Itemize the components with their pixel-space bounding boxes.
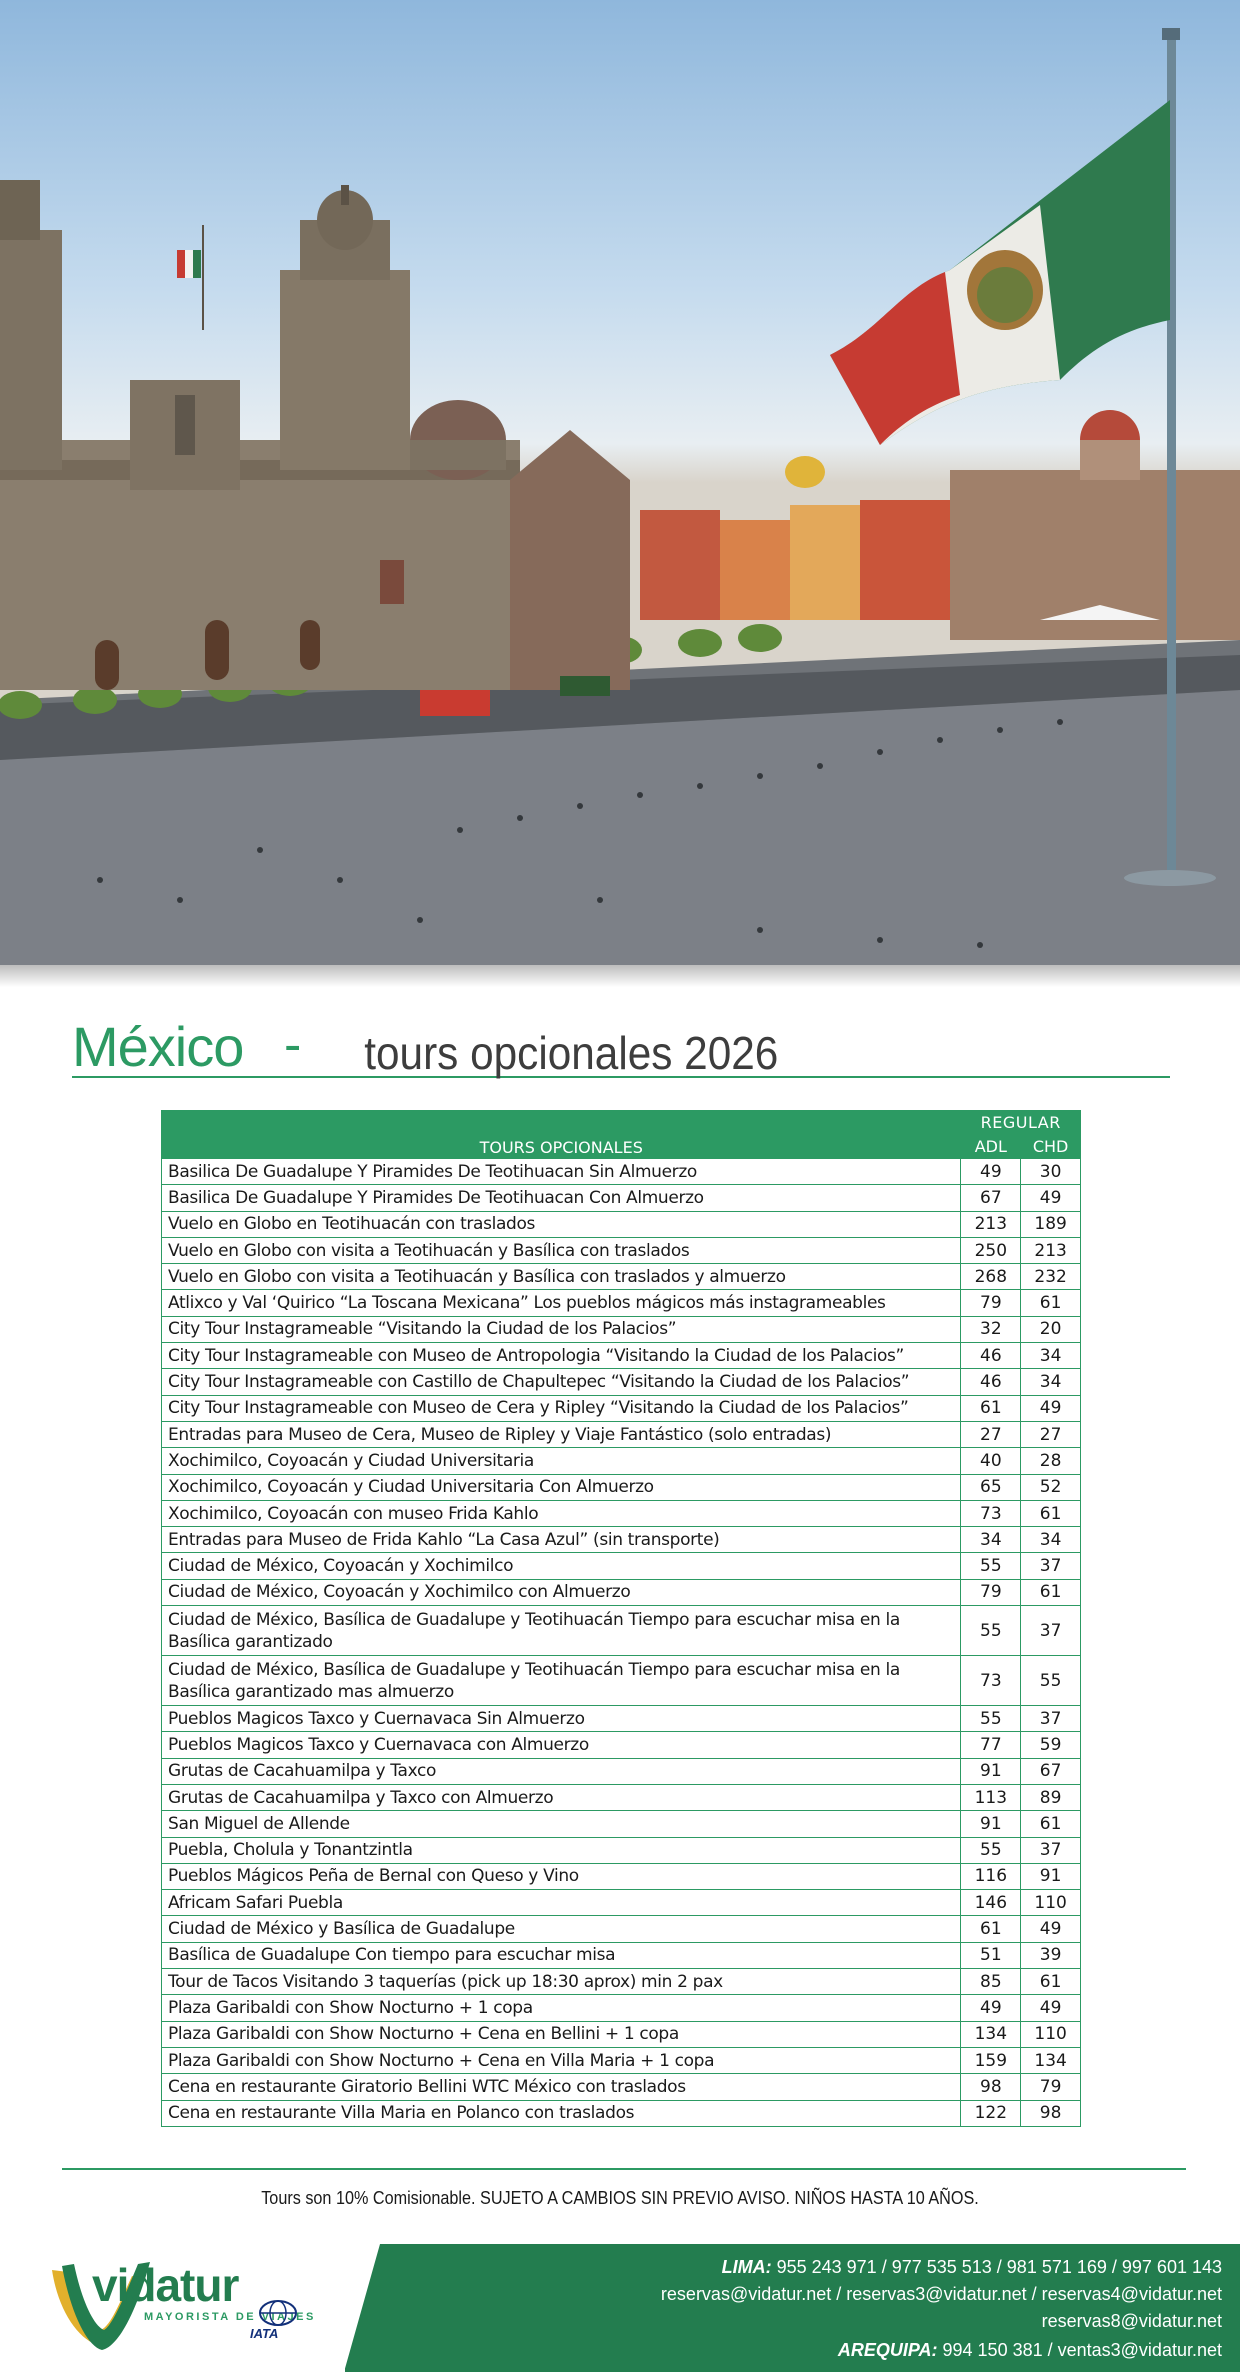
- price-adl: 49: [961, 1159, 1021, 1185]
- header-adl: ADL: [961, 1135, 1021, 1159]
- table-row: [162, 1732, 1081, 1758]
- price-adl: 55: [961, 1553, 1021, 1579]
- table-row: [162, 1474, 1081, 1500]
- tour-name: Basilica De Guadalupe Y Piramides De Teotihuacan Sin Almuerzo: [162, 1159, 961, 1185]
- price-chd: 37: [1021, 1837, 1081, 1863]
- price-adl: 213: [961, 1211, 1021, 1237]
- table-row: [162, 1784, 1081, 1810]
- logo-tagline: MAYORISTA DE VIAJES: [144, 2311, 316, 2323]
- price-chd: 189: [1021, 1211, 1081, 1237]
- price-chd: 28: [1021, 1448, 1081, 1474]
- footer-note: Tours son 10% Comisionable. SUJETO A CAMBIOS SIN PREVIO AVISO. NIÑOS HASTA 10 AÑOS.: [261, 2188, 979, 2208]
- header-tours: TOURS OPCIONALES: [162, 1111, 961, 1159]
- table-row: [162, 1706, 1081, 1732]
- price-chd: 30: [1021, 1159, 1081, 1185]
- table-row: [162, 1811, 1081, 1837]
- tour-name: Ciudad de México, Basílica de Guadalupe y Teotihuacán Tiempo para escuchar misa en la Basílica garantizado mas almuerzo: [162, 1656, 961, 1706]
- price-adl: 85: [961, 1969, 1021, 1995]
- table-row: [162, 1264, 1081, 1290]
- header-regular: REGULAR: [961, 1111, 1081, 1135]
- price-adl: 122: [961, 2100, 1021, 2126]
- price-adl: 159: [961, 2047, 1021, 2073]
- tour-name: Xochimilco, Coyoacán y Ciudad Universitaria: [162, 1448, 961, 1474]
- price-adl: 79: [961, 1290, 1021, 1316]
- price-adl: 268: [961, 1264, 1021, 1290]
- price-adl: 116: [961, 1863, 1021, 1889]
- tour-name: Plaza Garibaldi con Show Nocturno + Cena en Villa Maria + 1 copa: [162, 2047, 961, 2073]
- price-adl: 32: [961, 1316, 1021, 1342]
- table-row: [162, 1421, 1081, 1447]
- price-chd: 27: [1021, 1421, 1081, 1447]
- tour-name: Ciudad de México, Basílica de Guadalupe y Teotihuacán Tiempo para escuchar misa en la Basílica garantizado: [162, 1606, 961, 1656]
- tour-name: Grutas de Cacahuamilpa y Taxco con Almuerzo: [162, 1784, 961, 1810]
- price-adl: 55: [961, 1606, 1021, 1656]
- price-adl: 46: [961, 1369, 1021, 1395]
- price-chd: 110: [1021, 1890, 1081, 1916]
- hero-illustration: [0, 0, 1240, 965]
- iata-globe-icon: [258, 2300, 298, 2326]
- table-row: [162, 1159, 1081, 1185]
- price-chd: 39: [1021, 1942, 1081, 1968]
- table-row: [162, 1448, 1081, 1474]
- price-chd: 37: [1021, 1606, 1081, 1656]
- table-row: [162, 2047, 1081, 2073]
- table-row: [162, 1863, 1081, 1889]
- price-chd: 37: [1021, 1553, 1081, 1579]
- title-subtitle-text: tours opcionales 2026: [364, 1027, 779, 1079]
- contact-arequipa: [838, 2340, 1222, 2361]
- logo-wordmark: vidatur: [92, 2259, 239, 2311]
- price-adl: 40: [961, 1448, 1021, 1474]
- table-row: [162, 1656, 1081, 1706]
- tour-name: Cena en restaurante Villa Maria en Polanco con traslados: [162, 2100, 961, 2126]
- price-chd: 59: [1021, 1732, 1081, 1758]
- price-adl: 134: [961, 2021, 1021, 2047]
- lima-label: LIMA:: [721, 2257, 772, 2277]
- price-adl: 91: [961, 1811, 1021, 1837]
- contact-emails-1: reservas@vidatur.net / reservas3@vidatur.net / reservas4@vidatur.net: [660, 2284, 1222, 2304]
- tour-name: Pueblos Mágicos Peña de Bernal con Queso y Vino: [162, 1863, 961, 1889]
- contact-band-cut: [344, 2244, 380, 2372]
- price-adl: 79: [961, 1579, 1021, 1605]
- table-row: [162, 2021, 1081, 2047]
- tours-table: [161, 1110, 1081, 2127]
- price-chd: 34: [1021, 1369, 1081, 1395]
- iata-label: IATA: [250, 2326, 279, 2341]
- contact-emails-2: reservas8@vidatur.net: [1041, 2311, 1222, 2331]
- price-adl: 146: [961, 1890, 1021, 1916]
- table-row: [162, 1527, 1081, 1553]
- price-adl: 51: [961, 1942, 1021, 1968]
- hero-bottom-shadow: [0, 965, 1240, 987]
- tour-name: Atlixco y Val ‘Quirico “La Toscana Mexicana” Los pueblos mágicos más instagrameables: [162, 1290, 961, 1316]
- price-chd: 49: [1021, 1395, 1081, 1421]
- price-chd: 91: [1021, 1863, 1081, 1889]
- tour-name: Entradas para Museo de Cera, Museo de Ripley y Viaje Fantástico (solo entradas): [162, 1421, 961, 1447]
- header-chd: CHD: [1021, 1135, 1081, 1159]
- price-chd: 98: [1021, 2100, 1081, 2126]
- table-row: [162, 1553, 1081, 1579]
- table-row: [162, 1969, 1081, 1995]
- price-adl: 98: [961, 2074, 1021, 2100]
- price-adl: 55: [961, 1837, 1021, 1863]
- title-country: México: [72, 1015, 244, 1078]
- price-chd: 34: [1021, 1527, 1081, 1553]
- tour-name: Cena en restaurante Giratorio Bellini WTC México con traslados: [162, 2074, 961, 2100]
- price-chd: 52: [1021, 1474, 1081, 1500]
- table-row: [162, 2074, 1081, 2100]
- price-adl: 55: [961, 1706, 1021, 1732]
- tour-name: Entradas para Museo de Frida Kahlo “La Casa Azul” (sin transporte): [162, 1527, 961, 1553]
- price-chd: 20: [1021, 1316, 1081, 1342]
- price-adl: 250: [961, 1237, 1021, 1263]
- price-chd: 49: [1021, 1185, 1081, 1211]
- table-row: [162, 1837, 1081, 1863]
- price-adl: 113: [961, 1784, 1021, 1810]
- footer-divider: [62, 2168, 1186, 2170]
- arequipa-label: AREQUIPA:: [837, 2340, 938, 2360]
- tour-name: Vuelo en Globo en Teotihuacán con traslados: [162, 1211, 961, 1237]
- price-chd: 232: [1021, 1264, 1081, 1290]
- price-chd: 67: [1021, 1758, 1081, 1784]
- tour-name: Tour de Tacos Visitando 3 taquerías (pick up 18:30 aprox) min 2 pax: [162, 1969, 961, 1995]
- table-row: [162, 1606, 1081, 1656]
- table-row: [162, 1395, 1081, 1421]
- table-row: [162, 1211, 1081, 1237]
- price-adl: 27: [961, 1421, 1021, 1447]
- price-chd: 55: [1021, 1656, 1081, 1706]
- tour-name: City Tour Instagrameable con Museo de Cera y Ripley “Visitando la Ciudad de los Palacios”: [162, 1395, 961, 1421]
- contact-lima: [722, 2257, 1222, 2278]
- title-subtitle: [298, 1018, 778, 1088]
- price-chd: 61: [1021, 1290, 1081, 1316]
- tour-name: Xochimilco, Coyoacán con museo Frida Kahlo: [162, 1500, 961, 1526]
- price-chd: 110: [1021, 2021, 1081, 2047]
- tour-name: Ciudad de México, Coyoacán y Xochimilco: [162, 1553, 961, 1579]
- tour-name: Ciudad de México y Basílica de Guadalupe: [162, 1916, 961, 1942]
- tour-name: Vuelo en Globo con visita a Teotihuacán y Basílica con traslados: [162, 1237, 961, 1263]
- page-title: [72, 1012, 1170, 1078]
- table-row: [162, 1185, 1081, 1211]
- tour-name: City Tour Instagrameable “Visitando la Ciudad de los Palacios”: [162, 1316, 961, 1342]
- price-chd: 49: [1021, 1995, 1081, 2021]
- table-row: [162, 1890, 1081, 1916]
- tour-name: Basílica de Guadalupe Con tiempo para escuchar misa: [162, 1942, 961, 1968]
- table-row: [162, 1369, 1081, 1395]
- arequipa-contact: 994 150 381 / ventas3@vidatur.net: [937, 2340, 1222, 2360]
- tour-name: Basilica De Guadalupe Y Piramides De Teotihuacan Con Almuerzo: [162, 1185, 961, 1211]
- price-adl: 61: [961, 1916, 1021, 1942]
- table-row: [162, 1316, 1081, 1342]
- tour-name: City Tour Instagrameable con Castillo de Chapultepec “Visitando la Ciudad de los Palacios”: [162, 1369, 961, 1395]
- table-row: [162, 1290, 1081, 1316]
- tour-name: Pueblos Magicos Taxco y Cuernavaca con Almuerzo: [162, 1732, 961, 1758]
- price-adl: 67: [961, 1185, 1021, 1211]
- tour-name: Grutas de Cacahuamilpa y Taxco: [162, 1758, 961, 1784]
- table-row: [162, 1942, 1081, 1968]
- tour-name: Pueblos Magicos Taxco y Cuernavaca Sin Almuerzo: [162, 1706, 961, 1732]
- tour-name: San Miguel de Allende: [162, 1811, 961, 1837]
- price-chd: 37: [1021, 1706, 1081, 1732]
- price-adl: 34: [961, 1527, 1021, 1553]
- price-chd: 89: [1021, 1784, 1081, 1810]
- tour-name: Vuelo en Globo con visita a Teotihuacán y Basílica con traslados y almuerzo: [162, 1264, 961, 1290]
- tour-name: Xochimilco, Coyoacán y Ciudad Universitaria Con Almuerzo: [162, 1474, 961, 1500]
- table-row: [162, 1995, 1081, 2021]
- table-row: [162, 1237, 1081, 1263]
- tour-name: City Tour Instagrameable con Museo de Antropologia “Visitando la Ciudad de los Palacios”: [162, 1343, 961, 1369]
- price-adl: 65: [961, 1474, 1021, 1500]
- tours-table-body: [162, 1159, 1081, 2127]
- price-adl: 61: [961, 1395, 1021, 1421]
- price-chd: 213: [1021, 1237, 1081, 1263]
- price-chd: 34: [1021, 1343, 1081, 1369]
- price-adl: 73: [961, 1500, 1021, 1526]
- price-chd: 61: [1021, 1969, 1081, 1995]
- table-row: [162, 2100, 1081, 2126]
- table-row: [162, 1343, 1081, 1369]
- table-row: [162, 1579, 1081, 1605]
- price-adl: 77: [961, 1732, 1021, 1758]
- price-chd: 79: [1021, 2074, 1081, 2100]
- price-adl: 49: [961, 1995, 1021, 2021]
- tour-name: Plaza Garibaldi con Show Nocturno + Cena en Bellini + 1 copa: [162, 2021, 961, 2047]
- price-chd: 61: [1021, 1811, 1081, 1837]
- price-chd: 61: [1021, 1500, 1081, 1526]
- lima-phones: 955 243 971 / 977 535 513 / 981 571 169 / 997 601 143: [771, 2257, 1222, 2277]
- tour-name: Ciudad de México, Coyoacán y Xochimilco con Almuerzo: [162, 1579, 961, 1605]
- tour-name: Plaza Garibaldi con Show Nocturno + 1 copa: [162, 1995, 961, 2021]
- price-chd: 49: [1021, 1916, 1081, 1942]
- price-chd: 134: [1021, 2047, 1081, 2073]
- hero-photo-zocalo: [0, 0, 1240, 965]
- tour-name: Puebla, Cholula y Tonantzintla: [162, 1837, 961, 1863]
- title-dash: -: [284, 1016, 302, 1074]
- price-adl: 91: [961, 1758, 1021, 1784]
- price-chd: 61: [1021, 1579, 1081, 1605]
- tour-name: Africam Safari Puebla: [162, 1890, 961, 1916]
- table-row: [162, 1916, 1081, 1942]
- table-row: [162, 1500, 1081, 1526]
- price-adl: 46: [961, 1343, 1021, 1369]
- table-row: [162, 1758, 1081, 1784]
- price-adl: 73: [961, 1656, 1021, 1706]
